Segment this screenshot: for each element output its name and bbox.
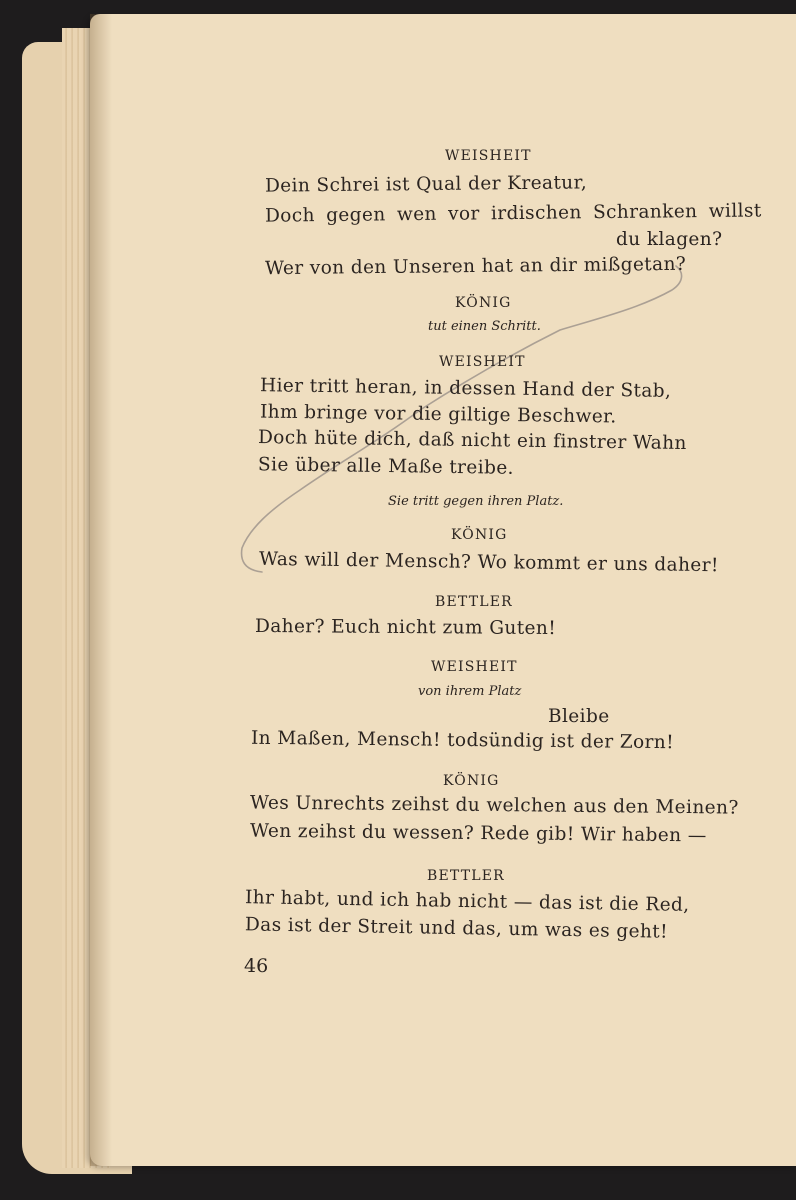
speaker-label: KÖNIG [451, 527, 508, 543]
verse-line: Das ist der Streit und das, um was es geht! [244, 914, 669, 943]
verse-line: Doch gegen wen vor irdischen Schranken willst [264, 200, 762, 227]
verse-line: Was will der Mensch? Wo kommt er uns daher! [258, 548, 719, 577]
verse-line: Ihr habt, und ich hab nicht — das ist die Red, [244, 887, 690, 916]
verse-line: du klagen? [616, 229, 723, 250]
verse-line: Daher? Euch nicht zum Guten! [254, 615, 557, 640]
speaker-label: WEISHEIT [439, 354, 526, 370]
speaker-label: WEISHEIT [431, 659, 518, 675]
verse-line: Wes Unrechts zeihst du welchen aus den Meinen? [249, 792, 739, 819]
speaker-label: WEISHEIT [445, 148, 532, 164]
speaker-label: KÖNIG [443, 773, 500, 789]
verse-line: Doch hüte dich, daß nicht ein finstrer Wahn [257, 427, 687, 454]
speaker-label: KÖNIG [455, 295, 512, 311]
verse-line: Sie über alle Maße treibe. [257, 454, 515, 479]
verse-line: Bleibe [548, 706, 610, 727]
verse-line: In Maßen, Mensch! todsündig ist der Zorn! [250, 727, 675, 754]
verse-line: Wer von den Unseren hat an dir mißgetan? [264, 253, 687, 280]
verse-line: Dein Schrei ist Qual der Kreatur, [264, 172, 588, 197]
verse-line: Hier tritt heran, in dessen Hand der Stab, [259, 375, 672, 402]
verse-line: Wen zeihst du wessen? Rede gib! Wir haben — [249, 820, 707, 847]
stage-direction: Sie tritt gegen ihren Platz. [388, 494, 564, 509]
speaker-label: BETTLER [435, 594, 513, 610]
stage-direction: von ihrem Platz [418, 684, 522, 699]
stage-direction: tut einen Schritt. [428, 319, 541, 334]
speaker-label: BETTLER [427, 868, 505, 884]
page-number: 46 [244, 955, 269, 977]
verse-line: Ihm bringe vor die giltige Beschwer. [259, 401, 617, 428]
